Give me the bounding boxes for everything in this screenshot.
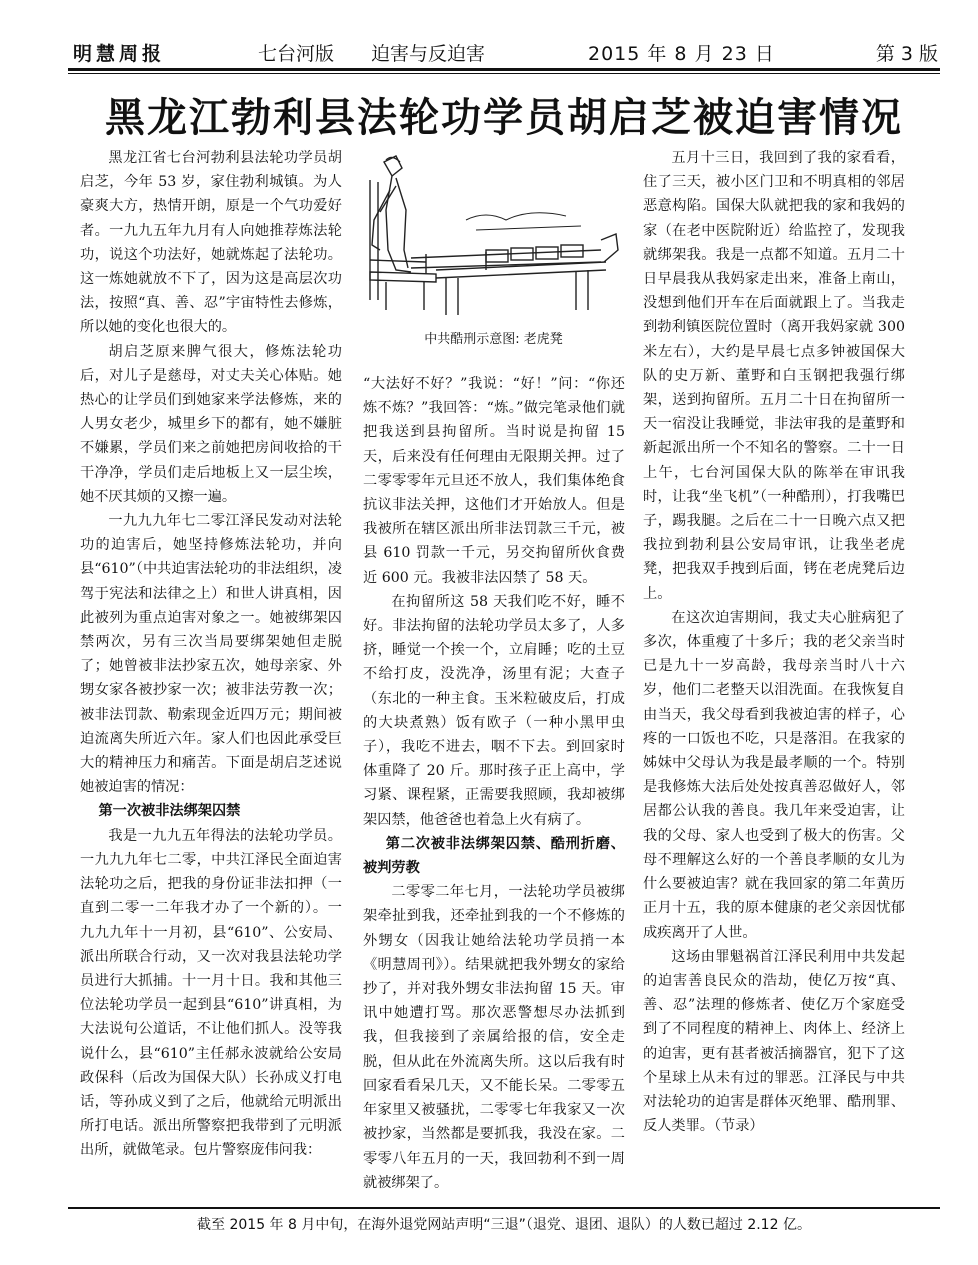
article-title: 黑龙江勃利县法轮功学员胡启芝被迫害情况: [105, 94, 903, 141]
article-column-2: [363, 372, 625, 1195]
tiger-bench-torture-illustration: [366, 150, 621, 325]
article-paragraph: 在这次迫害期间，我丈夫心脏病犯了多次，体重瘦了十多斤；我的老父亲当时已是九十一岁高龄，我母亲当时八十六岁，他们二老整天以泪洗面。在我恢复自由当天，我父母看到我被迫害的样子，心疼的一口饭也不吃，只是落泪。在我家的姊妹中父母认为我是最孝顺的一个。特别是我修炼大法后处处按真善忍做好人，邻居都公认我的善良。我几年来受迫害，让我的父母、家人也受到了极大的伤害。父母不理解这么好的一个善良孝顺的女儿为什么要被迫害？就在我回家的第二年黄历正月十五，我的原本健康的老父亲因忧郁成疾离开了人世。: [643, 609, 905, 941]
header-rule: [68, 68, 940, 71]
footer-rule: [68, 1207, 940, 1209]
article-paragraph: 这场由罪魁祸首江泽民利用中共发起的迫害善良民众的浩劫，使亿万按“真、善、忍”法理的修炼者、使亿万个家庭受到了不同程度的精神上、肉体上、经济上的迫害，更有甚者被活摘器官，犯下了这个星球上从未有过的罪恶。江泽民与中共对法轮功的迫害是群体灭绝罪、酷刑罪、反人类罪。（节录）: [643, 948, 905, 1135]
edition-label: 七台河版: [258, 42, 335, 65]
header-rule-thin: [68, 73, 940, 74]
article-paragraph: 五月十三日，我回到了我的家看看，住了三天，被小区门卫和不明真相的邻居恶意构陷。国保大队就把我的家和我妈的家（在老中医院附近）给监控了，发现我就绑架我。我是一点都不知道。五月二十日早晨我从我妈家走出来，准备上南山，没想到他们开车在后面就跟上了。当我走到勃利镇医院位置时（离开我妈家就 300 米左右），大约是早晨七点多钟被国保大队的史万新、董野和白玉钢把我强行绑架，送到拘留所。五月二十日在拘留所一天一宿没让我睡觉，非法审我的是董野和新起派出所一个不知名的警察。二十一日上午，七台河国保大队的陈举在审讯我时，让我“坐飞机”（一种酷刑），打我嘴巴子，踢我腿。之后在二十一日晚六点又把我拉到勃利县公安局审讯，让我坐老虎凳，把我双手拽到后面，铐在老虎凳后边上。: [643, 150, 905, 602]
article-column-3: [643, 146, 905, 1138]
article-paragraph: 黑龙江省七台河勃利县法轮功学员胡启芝，今年 53 岁，家住勃利城镇。为人豪爽大方，热情开朗，原是一个气功爱好者。一九九五年九月有人向她推荐炼法轮功，说这个功法好，她就炼起了法轮功。这一炼她就放不下了，因为这是高层次功法，按照“真、善、忍”宇宙特性去修炼，所以她的变化也很大的。: [80, 150, 342, 336]
figure-caption: 中共酷刑示意图: 老虎凳: [424, 332, 563, 347]
article-paragraph: 一九九九年七二零江泽民发动对法轮功的迫害后，她坚持修炼法轮功，并向县“610”（中共迫害法轮功的非法组织，凌驾于宪法和法律之上）和世人讲真相，因此被列为重点迫害对象之一。她被绑架囚禁两次，另有三次当局要绑架她但走脱了；她曾被非法抄家五次，她母亲家、外甥女家各被抄家一次；被非法劳教一次；被非法罚款、勒索现金近四万元；期间被迫流离失所近六年。家人们也因此承受巨大的精神压力和痛苦。下面是胡启芝述说她被迫害的情况：: [80, 513, 342, 796]
article-paragraph: 在拘留所这 58 天我们吃不好，睡不好。非法拘留的法轮功学员太多了，人多挤，睡觉一个挨一个，立肩睡；吃的土豆不给打皮，没洗净，汤里有泥；大查子（东北的一种主食。玉米粒破皮后，打成的大块煮熟）饭有欧子（一种小黑甲虫子），我吃不进去，咽不下去。到回家时体重降了 20 斤。那时孩子正上高中，学习紧、课程紧，正需要我照顾，我却被绑架囚禁，他爸爸也着急上火有病了。: [363, 593, 625, 828]
page-number: 第 3 版: [875, 42, 938, 65]
section-label: 迫害与反迫害: [371, 42, 486, 65]
section-subheading: 第一次被非法绑架囚禁: [98, 803, 241, 820]
article-paragraph: 二零零二年七月，一法轮功学员被绑架牵扯到我，还牵扯到我的一个不修炼的外甥女（因我让她给法轮功学员捎一本《明慧周刊》）。结果就把我外甥女的家给抄了，并对我外甥女非法拘留 15 天。审讯中她遭打骂。那次恶警想尽办法抓到我，但我接到了亲属给报的信，安全走脱，但从此在外流离失所。这以后我有时回家看看呆几天，又不能长呆。二零零五年家里又被骚扰，二零零七年我家又一次被抄家，当然都是要抓我，我没在家。二零零八年五月的一天，我回勃利不到一周就被绑架了。: [363, 884, 625, 1191]
footer-notice: 截至 2015 年 8 月中旬，在海外退党网站声明“三退”（退党、退团、退队）的人数已超过 2.12 亿。: [197, 1217, 811, 1233]
section-subheading: 第二次被非法绑架囚禁、酷刑折磨、被判劳教: [363, 835, 625, 877]
page-header: [73, 38, 938, 66]
article-column-1: [80, 146, 342, 1163]
article-paragraph: “大法好不好？”我说：“好！”问：“你还炼不炼？”我回答：“炼。”做完笔录他们就把我送到县拘留所。当时说是拘留 15 天，后来没有任何理由无限期关押。过了二零零零年元旦还不放人，我们集体绝食抗议非法关押，这他们才开始放人。但是我被所在辖区派出所非法罚款三千元，被县 610 罚款一千元，另交拘留所伙食费近 600 元。我被非法囚禁了 58 天。: [363, 376, 625, 586]
article-figure: [366, 150, 621, 360]
article-paragraph: 我是一九九五年得法的法轮功学员。一九九九年七二零，中共江泽民全面迫害法轮功之后，把我的身份证非法扣押（一直到二零一二年我才办了一个新的）。一九九九年十一月初，县“610”、公安局、派出所联合行动，又一次对我县法轮功学员进行大抓捕。十一月十日。我和其他三位法轮功学员一起到县“610”讲真相，为大法说句公道话，不让他们抓人。没等我说什么，县“610”主任郝永波就给公安局政保科（后改为国保大队）长孙成义打电话，等孙成义到了之后，他就给元明派出所打电话。派出所警察把我带到了元明派出所，就做笔录。包片警察庞伟问我：: [80, 827, 342, 1159]
brand-name: 明慧周报: [73, 42, 166, 65]
issue-date: 2015 年 8 月 23 日: [588, 42, 775, 65]
article-paragraph: 胡启芝原来脾气很大，修炼法轮功后，对儿子是慈母，对丈夫关心体贴。她热心的让学员们到她家来学法修炼，来的人男女老少，城里乡下的都有，她不嫌脏不嫌累，学员们来之前她把房间收拾的干干净净，学员们走后地板上又一层尘埃，她不厌其烦的又擦一遍。: [80, 343, 342, 505]
